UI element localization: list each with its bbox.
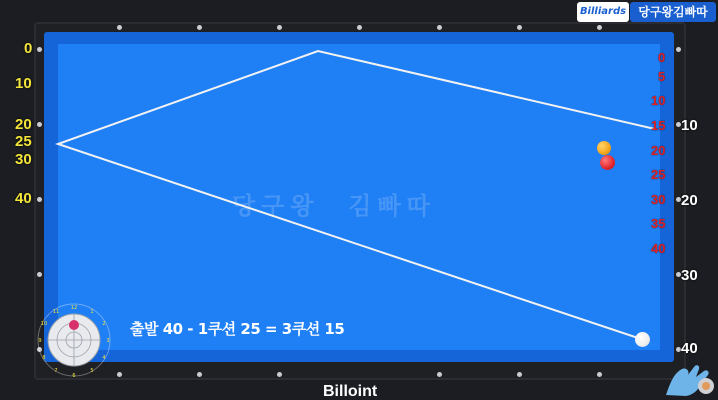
cushion-scale-label: 0 <box>658 50 666 65</box>
yellow-ball <box>597 141 611 155</box>
gauge-tick: 5 <box>90 368 94 374</box>
brand-badge-en: Billiards <box>577 2 629 22</box>
left-scale-label: 25 <box>15 133 32 150</box>
table-watermark: 당구왕 김빠따 <box>232 192 436 220</box>
gauge-tick: 8 <box>42 355 46 361</box>
cushion-scale-label: 25 <box>651 167 666 182</box>
ball-trajectory <box>58 51 655 339</box>
gauge-tick: 10 <box>40 321 48 327</box>
gauge-tick: 11 <box>52 309 60 315</box>
left-scale-label: 10 <box>15 75 32 92</box>
left-scale-label: 0 <box>24 40 33 57</box>
left-scale-label: 20 <box>15 116 32 133</box>
brand-badge-ko: 당구왕김빠따 <box>630 2 716 22</box>
gauge-tick: 2 <box>102 321 106 327</box>
billoint-logo: Billoint <box>323 383 378 400</box>
cushion-scale-label: 10 <box>651 93 666 108</box>
right-scale-label: 40 <box>681 340 698 357</box>
cue-ball-white <box>635 332 650 347</box>
right-scale-label: 10 <box>681 117 698 134</box>
cushion-scale-label: 20 <box>651 143 666 158</box>
cue-tip-marker <box>69 320 79 330</box>
gauge-tick: 7 <box>54 368 58 374</box>
shot-formula: 출발 40 - 1쿠션 25 = 3쿠션 15 <box>130 320 345 338</box>
gauge-tick: 4 <box>102 355 106 361</box>
player-hand <box>660 355 716 397</box>
right-scale-label: 30 <box>681 267 698 284</box>
gauge-tick: 12 <box>70 305 78 311</box>
right-scale-label: 20 <box>681 192 698 209</box>
cushion-scale-label: 40 <box>651 241 666 256</box>
cushion-scale-label: 30 <box>651 192 666 207</box>
cushion-scale-label: 5 <box>658 69 666 84</box>
gauge-tick: 1 <box>90 309 94 315</box>
cue-tip-gauge <box>36 300 112 380</box>
gauge-tick: 9 <box>38 338 42 344</box>
gauge-tick: 3 <box>106 338 110 344</box>
gauge-tick: 6 <box>72 373 76 379</box>
left-scale-label: 30 <box>15 151 32 168</box>
left-scale-label: 40 <box>15 190 32 207</box>
cushion-scale-label: 35 <box>651 216 666 231</box>
red-ball <box>600 155 615 170</box>
cushion-scale-label: 15 <box>651 118 666 133</box>
